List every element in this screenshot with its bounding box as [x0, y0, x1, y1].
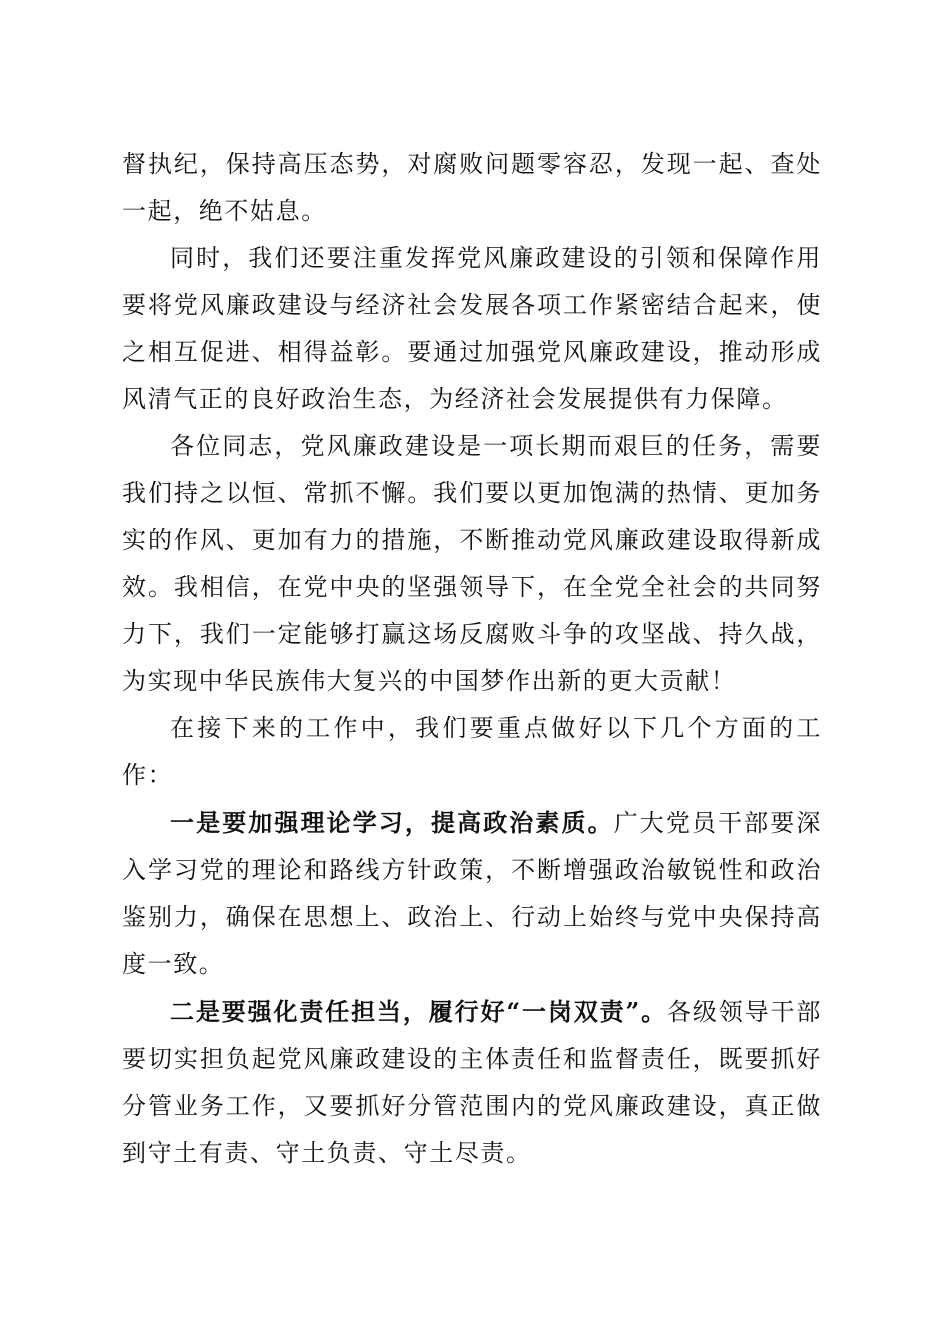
paragraph-long-term-task: 各位同志，党风廉政建设是一项长期而艰巨的任务，需要我们持之以恒、常抓不懈。我们要以更加饱满的热情、更加务实的作风、更加有力的措施，不断推动党风廉政建设取得新成效。我相信，在党中央的坚强领导下，在全党全社会的共同努力下，我们一定能够打赢这场反腐败斗争的攻坚战、持久战，为实现中华民族伟大复兴的中国梦作出新的更大贡献！: [122, 432, 822, 695]
paragraph-leading-role: 同时，我们还要注重发挥党风廉政建设的引领和保障作用要将党风廉政建设与经济社会发展各项工作紧密结合起来，使之相互促进、相得益彰。要通过加强党风廉政建设，推动形成风清气正的良好政治生态，为经济社会发展提供有力保障。: [122, 244, 822, 413]
paragraph-point-one: [122, 799, 822, 988]
paragraph-point-two: [122, 988, 822, 1177]
point-one-body: 广大党员干部要深入学习党的理论和路线方针政策，不断增强政治敏锐性和政治鉴别力，确保在思想上、政治上、行动上始终与党中央保持高度一致。: [122, 809, 822, 978]
point-two-body: 各级领导干部要切实担负起党风廉政建设的主体责任和监督责任，既要抓好分管业务工作，又要抓好分管范围内的党风廉政建设，真正做到守土有责、守土负责、守土尽责。: [122, 998, 823, 1167]
paragraph-continuation: 督执纪，保持高压态势，对腐败问题零容忍，发现一起、查处一起，绝不姑息。: [122, 150, 822, 225]
point-one-heading: 一是要加强理论学习，提高政治素质。: [170, 808, 614, 837]
point-two-heading: 二是要强化责任担当，履行好“一岗双责”。: [170, 997, 668, 1026]
document-body: [122, 141, 822, 1177]
paragraph-next-work-intro: 在接下来的工作中，我们要重点做好以下几个方面的工作：: [122, 714, 822, 789]
